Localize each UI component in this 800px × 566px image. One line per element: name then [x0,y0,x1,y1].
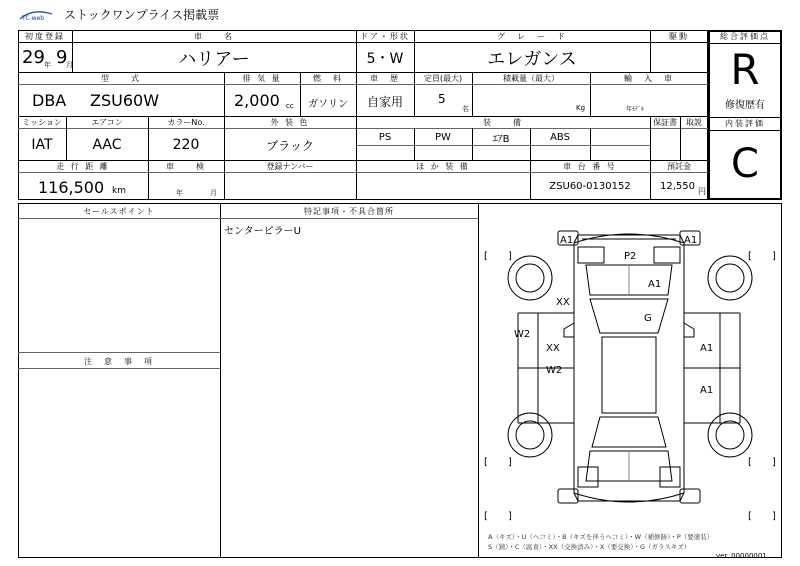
damage-label-xx-fender: XX [556,297,570,308]
damage-label-w2-center: W2 [546,365,563,376]
displacement-value: 2,000 [234,91,280,110]
first-reg-header: 初度登録 [25,32,65,41]
car-name-value: ハリアー [178,49,250,70]
vehicle-type-header: 車 歴 [370,74,400,83]
exterior-header: 外 装 色 [270,118,310,127]
inspection-month-unit: 月 [210,189,217,197]
reg-year: 29 [22,47,45,68]
vehicle-type-value: 自家用 [366,94,403,109]
door-type-value: 5・W [366,51,404,67]
overall-eval-label: 修復歴有 [725,99,765,111]
import-header: 輸 入 車 [624,74,674,83]
fuel-header: 燃 料 [313,74,343,83]
inspection-header: 車 検 [166,162,206,171]
aircon-header: エアコン [91,118,123,127]
equipment-header: 装 備 [483,118,523,127]
inspection-year-unit: 年 [176,189,183,197]
displacement-unit: cc [286,102,294,110]
capacity-value: 5 [438,92,446,106]
mission-header: ミッション [22,118,62,127]
damage-diagram [478,203,782,528]
damage-label-w2-left: W2 [514,329,531,340]
color-no-header: カラーNo. [167,118,205,127]
damage-label-a1-rear: A1 [700,385,714,396]
bracket-front-left-close: ] [508,251,512,262]
notes-header: 特記事項・不具合箇所 [304,207,394,216]
interior-eval-header: 内装評価 [725,119,765,128]
bracket-bottom-right-close: ] [772,511,776,522]
bracket-front-right-close: ] [772,251,776,262]
mileage-unit: km [112,186,126,196]
warranty-header: 保証書 [653,118,677,127]
damage-label-a1-front-left: A1 [560,235,574,246]
bracket-rear-left-open: [ [484,457,488,468]
load-unit: Kg [576,104,586,112]
damage-label-a1-door: A1 [700,343,714,354]
model-prefix: DBA [32,91,67,110]
equip-extra [590,130,650,144]
bracket-rear-left-close: ] [508,457,512,468]
mileage-value: 116,500 [38,178,105,197]
legend-line-2: S（錆）・C（腐食）・XX（交換済み）・X（要交換）・G（ガラスキズ） [488,543,691,551]
sales-point-header: セールスポイント [83,207,155,216]
reg-year-unit: 年 [44,61,51,69]
model-header: 型 式 [101,74,141,83]
damage-label-a1-hood: A1 [648,279,662,290]
bracket-bottom-left-open: [ [484,511,488,522]
capacity-header: 定員(最大) [423,74,463,83]
chassis-value: ZSU60-0130152 [549,180,631,192]
damage-label-g: G [644,313,652,324]
interior-eval-grade: C [731,141,759,187]
reg-month-unit: 月 [66,61,73,69]
capacity-unit: 名 [462,105,469,113]
bracket-bottom-left-close: ] [508,511,512,522]
caution-header: 注 意 事 項 [84,357,154,366]
price-value: 12,550 [660,181,695,192]
grade-header: グ レ ー ド [497,32,567,41]
equip-pw: PW [435,131,451,143]
price-header: 預託金 [667,162,691,171]
overall-eval-grade: R [730,44,760,94]
bracket-front-left-open: [ [484,251,488,262]
other-equipment-header: ほ か 装 備 [416,162,470,171]
exterior-value: ブラック [266,138,314,153]
door-type-header: ドア・形状 [360,32,410,41]
equip-abs: ABS [550,131,570,143]
displacement-header: 排 気 量 [242,74,282,83]
mission-value: IAT [31,137,53,153]
car-name-header: 車 名 [194,32,234,41]
bracket-bottom-right-open: [ [748,511,752,522]
svg-text:TC-web: TC-web [22,15,45,22]
color-no-value: 220 [172,137,200,153]
plate-header: 登録ナンバー [266,162,314,171]
equip-airbag: ｴｱB [492,133,510,145]
version-label: ver. 00000001 [716,552,767,560]
fuel-value: ガソリン [308,99,348,110]
grade-value: エレガンス [487,49,577,70]
legend-line-1: A（キズ）・U（ヘコミ）・B（キズを伴うヘコミ）・W（補修跡）・P（要塗装） [488,533,714,541]
mileage-header: 走 行 距 離 [56,162,110,171]
import-unit: 年ﾓﾃﾞﾙ [626,106,645,113]
load-header: 積載量（最大） [503,74,559,83]
drive-value [650,44,708,72]
damage-label-xx-pillar: XX [546,343,560,354]
bracket-rear-right-open: [ [748,457,752,468]
logo [18,7,62,22]
damage-label-p2: P2 [624,251,637,262]
equip-ps: PS [378,131,392,143]
bracket-front-right-open: [ [748,251,752,262]
drive-header: 駆動 [669,32,689,41]
notes-text: センターピラーU [224,226,301,237]
bracket-rear-right-close: ] [772,457,776,468]
reg-month: 9 [56,47,68,68]
aircon-value: AAC [92,137,122,153]
page-title: ストックワンプライス掲載票 [64,8,220,22]
damage-label-a1-front-right: A1 [684,235,698,246]
model-value: ZSU60W [90,91,160,110]
manual-header: 取説 [686,118,702,127]
overall-eval-header: 総合評価点 [720,32,770,41]
chassis-header: 車 台 番 号 [563,162,617,171]
price-unit: 円 [698,187,706,196]
